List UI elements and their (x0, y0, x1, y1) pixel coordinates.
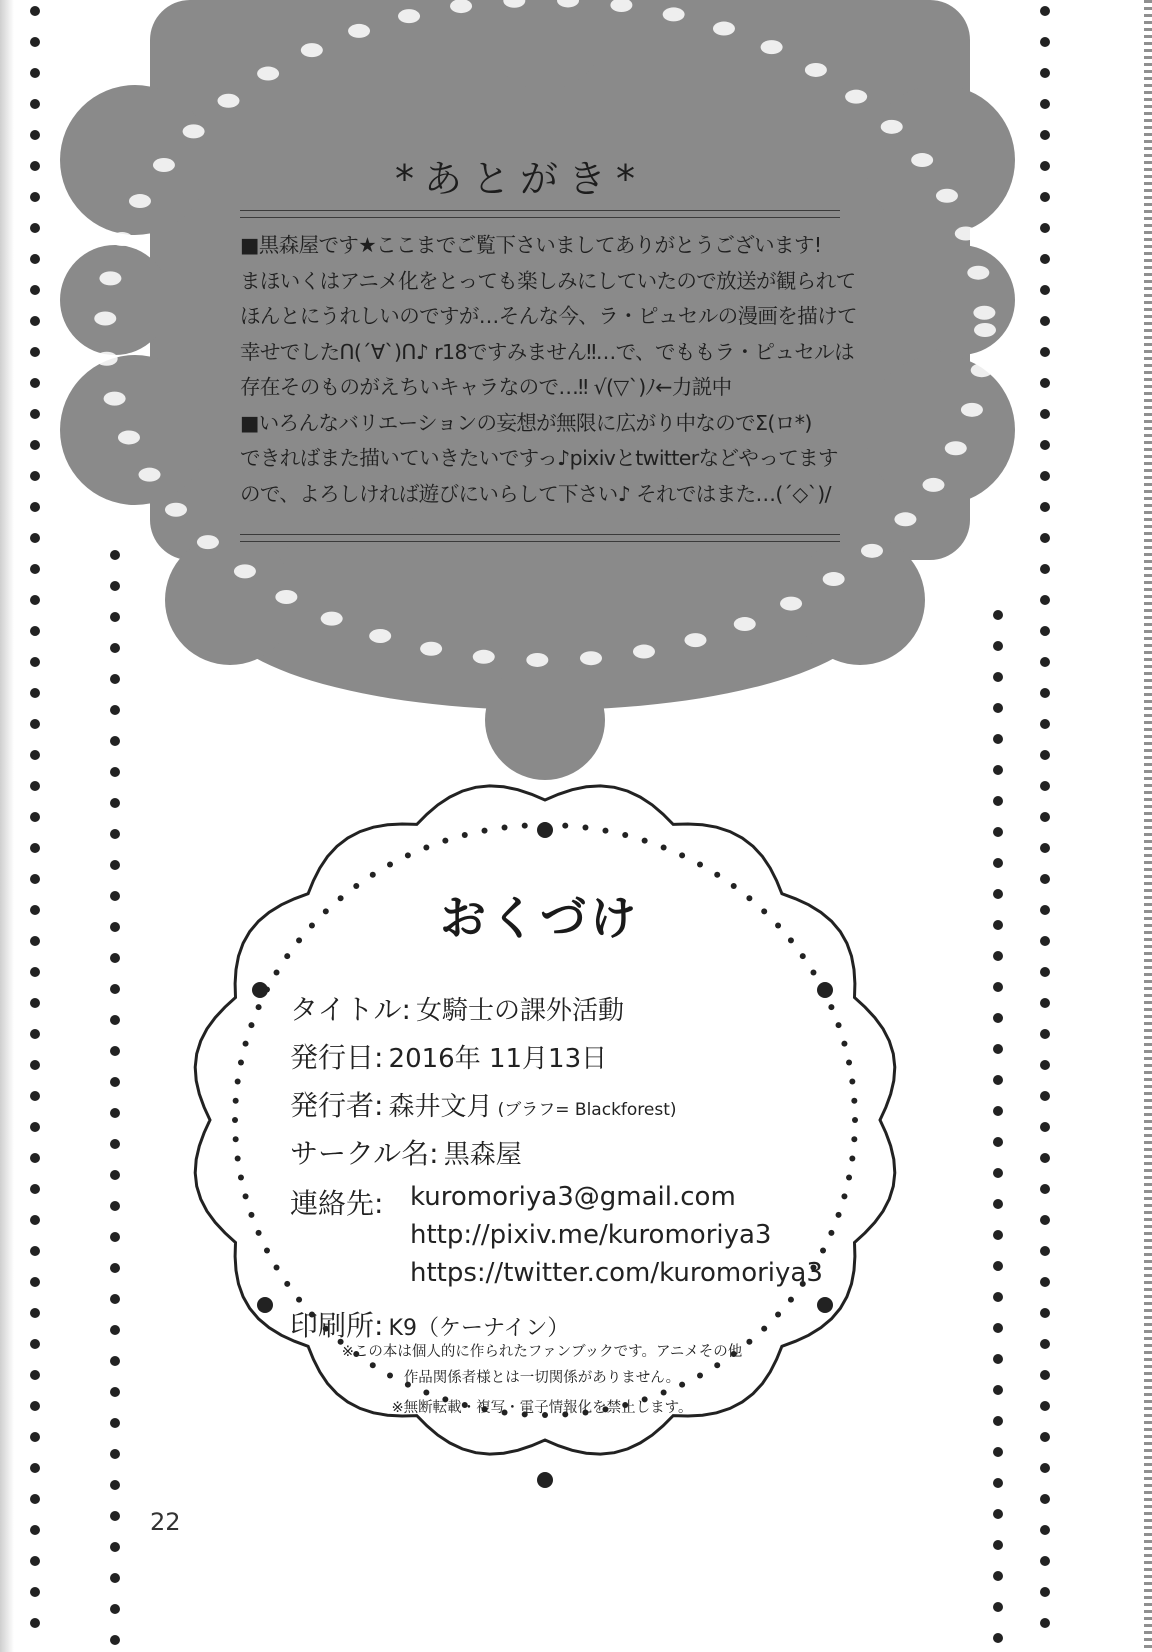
lace-hole (348, 24, 370, 38)
doily-lobe (60, 355, 210, 505)
contact-email[interactable]: kuromoriya3@gmail.com (410, 1182, 736, 1212)
scallop-dot (296, 937, 302, 943)
lace-hole (96, 352, 118, 366)
doily-lobe (905, 245, 1015, 355)
scallop-dot (846, 1059, 852, 1065)
scallop-dot (679, 852, 685, 858)
lace-hole (684, 633, 706, 647)
lace-hole (129, 194, 151, 208)
lace-hole (275, 590, 297, 604)
scallop-dot (731, 883, 737, 889)
lace-hole (894, 512, 916, 526)
scallop-dot (622, 832, 628, 838)
scallop-dot (235, 1078, 241, 1084)
scallop-dot (338, 895, 344, 901)
scallop-accent-dot (537, 1472, 553, 1488)
page-number: 22 (150, 1508, 181, 1536)
doily-lobe (795, 535, 925, 665)
contact-pixiv-link[interactable]: http://pixiv.me/kuromoriya3 (410, 1220, 772, 1250)
circle-label: サークル名: (290, 1137, 439, 1170)
lace-hole (805, 63, 827, 77)
scallop-dot (661, 1390, 667, 1396)
scallop-dot (248, 1022, 254, 1028)
scallop-dot (849, 1156, 855, 1162)
scallop-dot (697, 862, 703, 868)
lace-hole (321, 612, 343, 626)
scallop-dot (841, 1193, 847, 1199)
lace-hole (217, 94, 239, 108)
lace-hole (111, 232, 133, 246)
scallop-dot (284, 1281, 290, 1287)
afterword-line: ■いろんなバリエーションの妄想が無限に広がり中なのでΣ(ロ*) (240, 410, 812, 435)
title-label: タイトル: (290, 993, 411, 1026)
lace-hole (967, 266, 989, 280)
lace-hole (420, 642, 442, 656)
lace-hole (104, 392, 126, 406)
lace-hole (94, 311, 116, 325)
scallop-dot (775, 922, 781, 928)
scallop-dot (788, 937, 794, 943)
circle-name: 黒森屋 (443, 1140, 522, 1170)
scallop-dot (284, 953, 290, 959)
scallop-dot (353, 883, 359, 889)
lace-hole (922, 478, 944, 492)
scallop-dot (761, 1326, 767, 1332)
copyright-notice: ※無断転載・複写・電子情報化を禁止します。 (391, 1400, 693, 1416)
doily-tip (485, 660, 605, 780)
scallop-accent-dot (252, 982, 268, 998)
scallop-dot (235, 1156, 241, 1162)
colophon-publisher-row (290, 1084, 677, 1124)
lace-hole (881, 120, 903, 134)
lace-hole (398, 9, 420, 23)
colophon-circle-row (290, 1132, 522, 1172)
scallop-dot (788, 1297, 794, 1303)
scallop-dot (274, 1265, 280, 1271)
lace-hole (369, 629, 391, 643)
scallop-dot (233, 1136, 239, 1142)
lace-hole (139, 468, 161, 482)
scallop-dot (746, 895, 752, 901)
lace-hole (961, 403, 983, 417)
printer-name: K9（ケーナイン） (388, 1316, 570, 1341)
lace-hole (663, 7, 685, 21)
scallop-dot (387, 862, 393, 868)
scallop-dot (274, 970, 280, 976)
doily-lobe (60, 85, 210, 235)
afterword-separator-top (240, 210, 840, 218)
afterword-line: 存在そのものがえちいキャラなので…‼ √(▽`)ﾉ←力説中 (240, 375, 732, 399)
scallop-dot (243, 1193, 249, 1199)
scallop-accent-dot (817, 982, 833, 998)
scallop-dot (775, 1312, 781, 1318)
doily-lobe (60, 245, 170, 355)
colophon-title-row (290, 988, 624, 1028)
lace-hole (761, 40, 783, 54)
lace-hole (936, 189, 958, 203)
publisher-note: (ブラフ= Blackforest) (497, 1100, 677, 1120)
scallop-dot (562, 823, 568, 829)
lace-hole (713, 22, 735, 36)
lace-hole (234, 564, 256, 578)
scallop-dot (810, 970, 816, 976)
publisher-label: 発行者: (290, 1089, 384, 1122)
scallop-dot (800, 953, 806, 959)
afterword-separator-bottom (240, 534, 840, 542)
lace-hole (153, 158, 175, 172)
scallop-accent-dot (537, 822, 553, 838)
scallop-dot (714, 872, 720, 878)
lace-hole (734, 617, 756, 631)
scallop-dot (820, 1247, 826, 1253)
scallop-dot (661, 844, 667, 850)
colophon-printer-row (290, 1304, 569, 1344)
colophon-date-row (290, 1036, 607, 1076)
lace-hole (183, 124, 205, 138)
lace-hole (861, 544, 883, 558)
scallop-dot (482, 828, 488, 834)
scallop-dot (849, 1078, 855, 1084)
scallop-dot (828, 1004, 834, 1010)
publisher-name: 森井文月 (388, 1092, 493, 1122)
lace-hole (197, 535, 219, 549)
colophon-contact-row (290, 1182, 383, 1222)
lace-hole (526, 653, 548, 667)
colophon-title: おくづけ (440, 891, 640, 945)
scallop-dot (370, 872, 376, 878)
lace-hole (165, 503, 187, 517)
doily-lobe (865, 85, 1015, 235)
lace-hole (971, 363, 993, 377)
scallop-dot (836, 1022, 842, 1028)
scallop-dot (642, 838, 648, 844)
scallop-dot (841, 1041, 847, 1047)
contact-twitter-link[interactable]: https://twitter.com/kuromoriya3 (410, 1258, 823, 1288)
scallop-accent-dot (817, 1297, 833, 1313)
scallop-dot (233, 1098, 239, 1104)
scallop-dot (256, 1230, 262, 1236)
scallop-dot (582, 825, 588, 831)
afterword-line: まほいくはアニメ化をとっても楽しみにしていたので放送が観られて (240, 268, 856, 293)
afterword-line: ので、よろしければ遊びにいらして下さい♪ それではまた…(´◇`)/ (240, 481, 831, 506)
afterword-body (240, 228, 860, 512)
scallop-dot (846, 1175, 852, 1181)
lace-hole (99, 271, 121, 285)
scallop-dot (522, 823, 528, 829)
scallop-accent-dot (257, 1297, 273, 1313)
scallop-dot (309, 922, 315, 928)
lace-hole (845, 90, 867, 104)
scallop-dot (828, 1230, 834, 1236)
book-title: 女騎士の課外活動 (415, 996, 624, 1026)
lace-hole (945, 441, 967, 455)
scallop-dot (502, 825, 508, 831)
lace-hole (633, 645, 655, 659)
scallop-dot (238, 1175, 244, 1181)
doily-lobe (165, 535, 295, 665)
lace-hole (473, 650, 495, 664)
lace-hole (118, 430, 140, 444)
scallop-dot (232, 1117, 238, 1123)
lace-hole (955, 227, 977, 241)
lace-hole (911, 153, 933, 167)
scallop-dot (243, 1041, 249, 1047)
scallop-dot (836, 1212, 842, 1218)
lace-hole (780, 597, 802, 611)
scallop-dot (462, 832, 468, 838)
scallop-dot (256, 1004, 262, 1010)
scallop-dot (296, 1297, 302, 1303)
scallop-dot (852, 1117, 858, 1123)
fanbook-notice: ※この本は個人的に作られたファンブックです。アニメその他 (341, 1344, 743, 1360)
scallop-dot (761, 908, 767, 914)
scallop-dot (323, 908, 329, 914)
lace-hole (973, 306, 995, 320)
scallop-dot (264, 1247, 270, 1253)
scallop-dot (248, 1212, 254, 1218)
lace-hole (974, 323, 996, 337)
lace-hole (580, 651, 602, 665)
printer-label: 印刷所: (290, 1309, 384, 1342)
scallop-dot (405, 852, 411, 858)
lace-hole (823, 572, 845, 586)
scallop-dot (423, 1390, 429, 1396)
scallop-dot (442, 838, 448, 844)
afterword-line: ■黒森屋です★ここまでご覧下さいましてありがとうございます! (240, 233, 822, 257)
date-label: 発行日: (290, 1041, 384, 1074)
contact-label: 連絡先: (290, 1187, 384, 1220)
scallop-dot (851, 1098, 857, 1104)
lace-hole (257, 67, 279, 81)
publish-date: 2016年 11月13日 (388, 1044, 608, 1074)
afterword-title: *あとがき* (394, 157, 645, 201)
lace-hole (301, 43, 323, 57)
scallop-dot (851, 1136, 857, 1142)
fanbook-notice-2: 作品関係者様とは一切関係がありません。 (403, 1370, 681, 1386)
scallop-dot (423, 844, 429, 850)
afterword-line: ほんとにうれしいのですが…そんな今、ラ・ピュセルの漫画を描けて (240, 304, 857, 328)
scallop-dot (238, 1059, 244, 1065)
afterword-line: できればまた描いていきたいですっ♪pixivとtwitterなどやってます (240, 446, 838, 470)
afterword-line: 幸せでしたՈ(´∀`)Ո♪ r18ですみません‼…で、でももラ・ピュセルは (240, 339, 854, 364)
scallop-dot (602, 828, 608, 834)
